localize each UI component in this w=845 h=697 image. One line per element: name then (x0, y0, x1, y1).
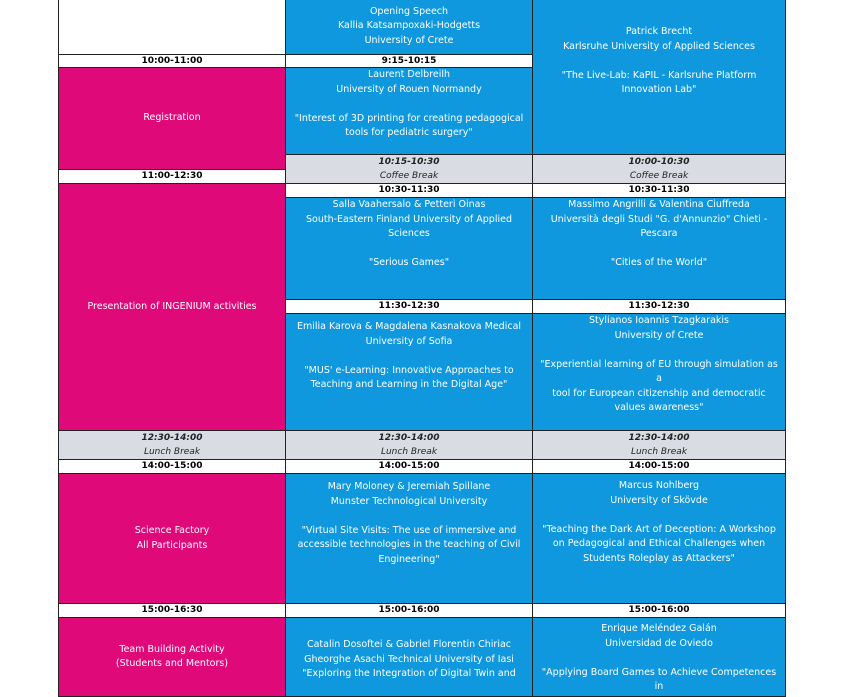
speaker-name: Enrique Meléndez Galán (601, 623, 717, 634)
talk-title: "Applying Board Games to Achieve Competences in (541, 666, 777, 692)
speaker-name: Laurent Delbreilh (367, 69, 451, 80)
speaker-name: Mary Moloney & Jeremiah Spillane (327, 481, 491, 492)
speaker-name: Catalin Dosoftei & Gabriel Florentin Chiriac (306, 639, 512, 650)
time-label: 15:00-16:30 (141, 605, 203, 616)
talk-cell-mtu (285, 473, 533, 604)
time-label: 12:30-14:00 (628, 433, 690, 443)
presentation-cell (58, 183, 286, 431)
institution: South-Eastern Finland University of Applied (306, 213, 512, 225)
registration-cell (58, 67, 286, 170)
session-subtitle: (Students and Mentors) (115, 658, 229, 669)
lunch-break-cell (532, 430, 786, 460)
talk-title-cont: values awareness" (614, 402, 704, 413)
session-title: Presentation of INGENIUM activities (87, 300, 257, 312)
talk-cell-oviedo (532, 617, 786, 697)
time-label: 10:30-11:30 (628, 185, 690, 196)
time-label: 9:15-10:15 (381, 55, 437, 66)
institution: University of Skövde (610, 494, 708, 506)
session-title: Science Factory (134, 525, 210, 536)
time-cell (532, 603, 786, 618)
institution: Gheorghe Asachi Technical University of Iasi (304, 653, 514, 665)
talk-title: "Teaching the Dark Art of Deception: A Workshop (542, 523, 776, 535)
speaker-name: Emilia Karova & Magdalena Kasnakova Medical (296, 321, 522, 332)
break-label: Lunch Break (143, 447, 201, 457)
time-label: 10:00-11:00 (141, 55, 203, 66)
coffee-break-cell (285, 154, 533, 184)
speaker-name: Stylianos Ioannis Tzagkarakis (589, 315, 729, 326)
time-cell (285, 459, 533, 474)
time-cell (58, 459, 286, 474)
institution-cont: Sciences (388, 228, 430, 239)
team-building-cell (58, 617, 286, 697)
talk-title-cont: accessible technologies in the teaching of Civil (297, 539, 521, 550)
talk-title-cont: Engineering" (378, 553, 440, 565)
talk-title-cont: tools for pediatric surgery" (345, 127, 473, 138)
speaker-name: Patrick Brecht (625, 26, 693, 37)
talk-title-cont: Teaching and Learning in the Digital Age" (310, 379, 508, 390)
time-label: 10:15-10:30 (378, 157, 440, 167)
opening-speech-cell (285, 0, 533, 55)
talk-cell-crete (532, 313, 786, 431)
institution-cont: Pescara (640, 228, 678, 239)
time-label: 12:30-14:00 (378, 433, 440, 443)
institution: Università degli Studi "G. d'Annunzio" Chieti - (550, 213, 768, 225)
talk-title: "Serious Games" (368, 257, 450, 268)
time-label: 15:00-16:00 (378, 605, 440, 616)
time-label: 14:00-15:00 (378, 461, 440, 472)
time-label: 14:00-15:00 (141, 461, 203, 472)
talk-cell-sofia (285, 313, 533, 431)
talk-title: "Experiential learning of EU through simulation as a (540, 358, 778, 384)
blank-cell (58, 0, 286, 55)
lunch-break-cell (58, 430, 286, 460)
break-label: Lunch Break (380, 447, 438, 457)
session-title: Registration (143, 112, 201, 124)
talk-title-cont: on Pedagogical and Ethical Challenges when (552, 538, 766, 549)
talk-cell-sef (285, 197, 533, 300)
speaker-name: Marcus Nohlberg (618, 480, 700, 491)
talk-title-cont: Innovation Lab" (621, 84, 697, 95)
time-cell (532, 299, 786, 314)
talk-cell-iasi (285, 617, 533, 697)
talk-title: "The Live-Lab: KaPIL - Karlsruhe Platform (561, 69, 757, 81)
institution: Universidad de Oviedo (605, 637, 713, 649)
time-cell (285, 54, 533, 68)
time-cell (58, 169, 286, 184)
talk-title: "Virtual Site Visits: The use of immersive and (301, 524, 517, 536)
coffee-break-cell (532, 154, 786, 184)
session-title: Team Building Activity (119, 643, 225, 655)
science-factory-cell (58, 473, 286, 604)
speaker-name: Salla Vaahersalo & Petteri Oinas (332, 199, 486, 210)
talk-title: "Exploring the Integration of Digital Twin and (302, 668, 516, 679)
talk-cell-skovde (532, 473, 786, 604)
talk-cell-karlsruhe (532, 0, 786, 155)
session-subtitle: All Participants (136, 539, 208, 551)
institution: Munster Technological University (330, 495, 488, 507)
time-label: 11:00-12:30 (141, 171, 203, 182)
institution: University of Sofia (365, 335, 453, 347)
talk-title: "Interest of 3D printing for creating pedagogical (294, 112, 524, 124)
break-label: Coffee Break (379, 171, 439, 181)
time-label: 10:30-11:30 (378, 185, 440, 196)
institution: University of Rouen Normandy (336, 83, 482, 95)
time-label: 11:30-12:30 (378, 301, 440, 312)
time-cell (285, 299, 533, 314)
time-cell (285, 183, 533, 198)
speaker-name: Massimo Angrilli & Valentina Ciuffreda (568, 199, 750, 210)
lunch-break-cell (285, 430, 533, 460)
time-cell (532, 459, 786, 474)
talk-title-cont: Students Roleplay as Attackers" (583, 552, 735, 564)
time-cell (58, 603, 286, 618)
institution: University of Crete (364, 34, 454, 46)
institution: University of Crete (614, 329, 704, 341)
time-label: 15:00-16:00 (628, 605, 690, 616)
talk-cell-rouen (285, 67, 533, 155)
time-label: 11:30-12:30 (628, 301, 690, 312)
break-label: Coffee Break (629, 171, 689, 181)
talk-cell-chieti (532, 197, 786, 300)
speaker-name: Kallia Katsampoxaki-Hodgetts (337, 20, 481, 32)
time-cell (532, 183, 786, 198)
session-title: Opening Speech (369, 5, 449, 17)
break-label: Lunch Break (630, 447, 688, 457)
talk-title: "Cities of the World" (610, 257, 708, 268)
time-label: 14:00-15:00 (628, 461, 690, 472)
talk-title: "MUS' e-Learning: Innovative Approaches to (304, 364, 514, 376)
time-label: 10:00-10:30 (628, 157, 690, 167)
talk-title-cont: tool for European citizenship and democratic (552, 387, 766, 399)
time-label: 12:30-14:00 (141, 433, 203, 443)
time-cell (285, 603, 533, 618)
time-cell (58, 54, 286, 68)
institution: Karlsruhe University of Applied Sciences (563, 40, 755, 52)
